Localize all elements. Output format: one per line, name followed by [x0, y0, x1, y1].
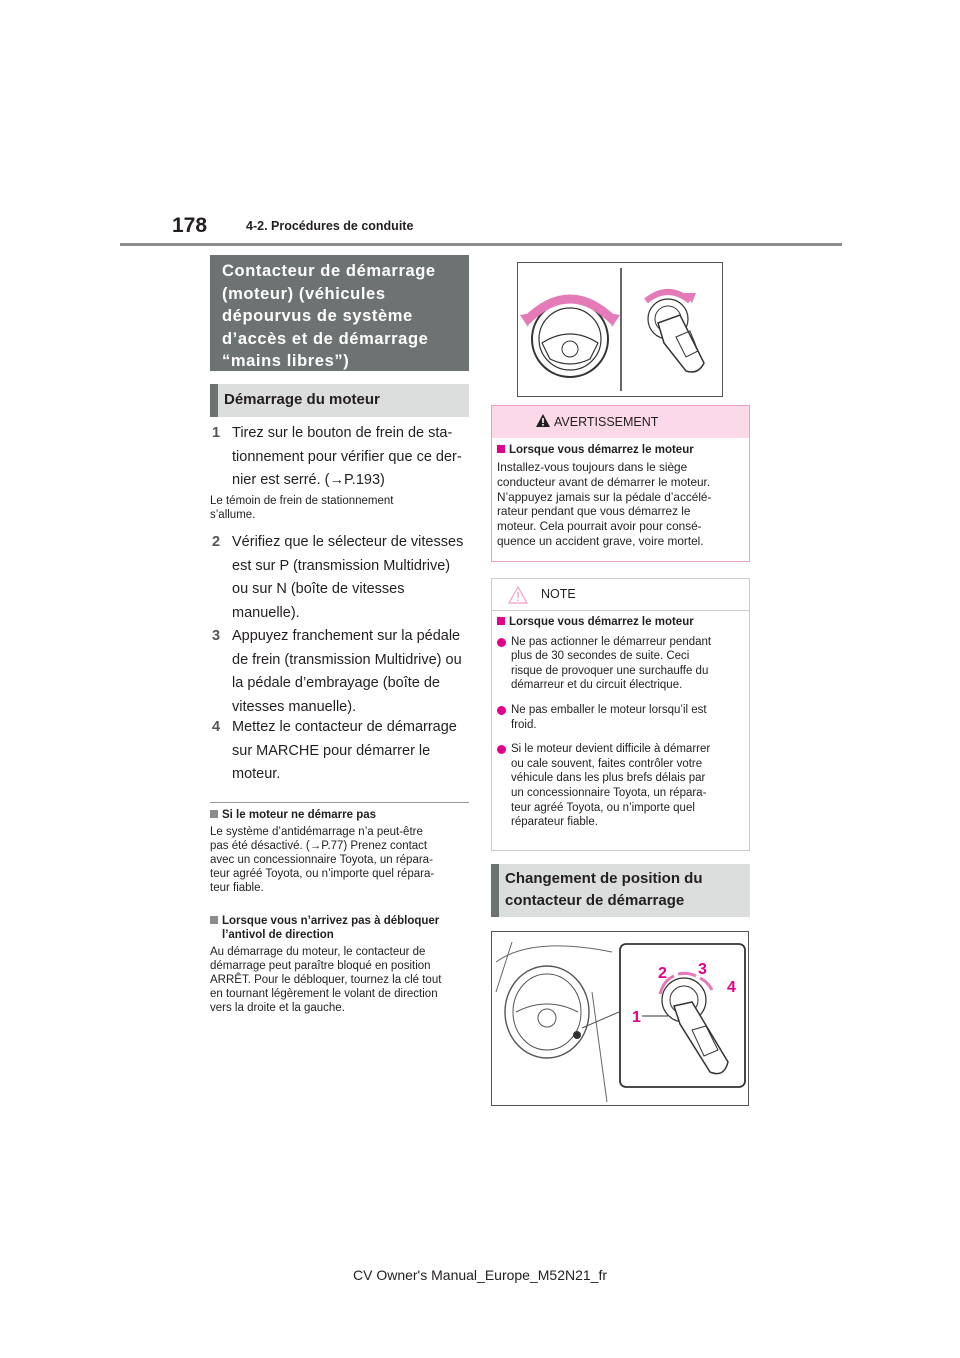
title-line: (moteur) (véhicules — [222, 284, 386, 303]
title-line: dépourvus de système — [222, 307, 413, 325]
step-number: 3 — [212, 628, 221, 644]
square-bullet-icon — [210, 810, 218, 818]
square-bullet-icon — [497, 445, 505, 453]
warning-triangle-icon — [535, 413, 551, 428]
divider — [210, 802, 469, 803]
title-line: Contacteur de démarrage — [222, 262, 436, 280]
position-label-2: 2 — [658, 965, 667, 982]
page-number: 178 — [172, 214, 208, 237]
square-bullet-icon — [497, 617, 505, 625]
step-number: 1 — [212, 425, 221, 441]
note-bullet: Ne pas actionner le démarreur pendant plus de 30 secondes de suite. Ceci risque de provoquer une surchauffe du démarreur et du circuit électrique. — [497, 635, 745, 693]
note-bullet: Ne pas emballer le moteur lorsqu’il est froid. — [497, 703, 745, 732]
square-bullet-icon — [210, 916, 218, 924]
position-label-4: 4 — [727, 979, 736, 996]
note-engine-no-start: Si le moteur ne démarre pas Le système d’antidémarrage n’a peut-être pas été désactivé. (→P.77) Prenez contact avec un concessionnaire Toyota, un répara- teur agréé Toyota, ou n’importe quel répara- teur fiable. — [210, 809, 435, 894]
position-label-3: 3 — [698, 961, 707, 978]
figure-ignition-positions — [491, 931, 749, 1106]
footer: CV Owner's Manual_Europe_M52N21_fr — [352, 1267, 608, 1283]
title-line: “mains libres”) — [222, 352, 350, 370]
step-1: 1 Tirez sur le bouton de frein de sta- tionnement pour vérifier que ce der- nier est serré. (→P.193) — [212, 422, 472, 493]
note-bullet: Si le moteur devient difficile à démarrer ou cale souvent, faites contrôler votre véhicule dans les plus brefs délais par un concessionnaire Toyota, un répara- teur agréé Toyota, ou n’importe quel réparateur fiable. — [497, 742, 745, 830]
title-line: d’accès et de démarrage — [222, 329, 429, 348]
chapter-title-box — [210, 255, 469, 371]
figure-steering-key-turn — [517, 262, 723, 397]
step-number: 2 — [212, 534, 221, 550]
note-steering-lock: Lorsque vous n’arrivez pas à débloquer l’antivol de direction Au démarrage du moteur, le contacteur de démarrage peut paraître bloqué en position ARRÊT. Pour le débloquer, tournez la clé tout en tournant légèrement le volant de direction vers la droite et la gauche. — [210, 915, 442, 1014]
warning-box: AVERTISSEMENT Lorsque vous démarrez le moteur Installez-vous toujours dans le siège conducteur avant de démarrer le moteur. N’appuyez jamais sur la pédale d’accélé- rateur pendant que vous démarrez le moteur. Cela pourrait avoir pour consé- quence un accident grave, voire mortel. — [491, 405, 750, 562]
note-box: NOTE Lorsque vous démarrez le moteur Ne pas actionner le démarreur pendant plus de 30 secondes de suite. Ceci risque de provoquer une surchauffe du démarreur et du circuit électrique. Ne pas emballer le moteur lorsqu’il est froid. Si le moteur devient difficile à démarrer ou cale souvent, faites contrôler votre véhicule dans les plus brefs délais par un concessionnaire Toyota, un répara- teur agréé Toyota, ou n’importe quel réparateur fiable. — [491, 578, 750, 851]
bullet-dot-icon — [497, 745, 506, 754]
bullet-dot-icon — [497, 706, 506, 715]
step-4: 4 Mettez le contacteur de démarrage sur MARCHE pour démarrer le moteur. — [212, 716, 472, 787]
step-1-note: Le témoin de frein de stationnement s’allume. — [210, 495, 394, 521]
bullet-dot-icon — [497, 638, 506, 647]
note-heading: NOTE — [541, 587, 576, 601]
subheading-engine-start: Démarrage du moteur — [210, 384, 469, 417]
step-2: 2 Vérifiez que le sélecteur de vitesses est sur P (transmission Multidrive) ou sur N (boîte de vitesses manuelle). — [212, 531, 472, 625]
warning-header: AVERTISSEMENT — [492, 406, 749, 438]
subheading-switch-position: Changement de position du contacteur de démarrage — [491, 864, 750, 917]
step-number: 4 — [212, 719, 221, 735]
position-label-1: 1 — [632, 1009, 641, 1026]
step-3: 3 Appuyez franchement sur la pédale de frein (transmission Multidrive) ou la pédale d’embrayage (boîte de vitesses manuelle). — [212, 625, 472, 719]
header-rule — [120, 243, 842, 246]
caution-triangle-icon — [508, 586, 528, 604]
section-title: 4-2. Procédures de conduite — [246, 219, 414, 233]
